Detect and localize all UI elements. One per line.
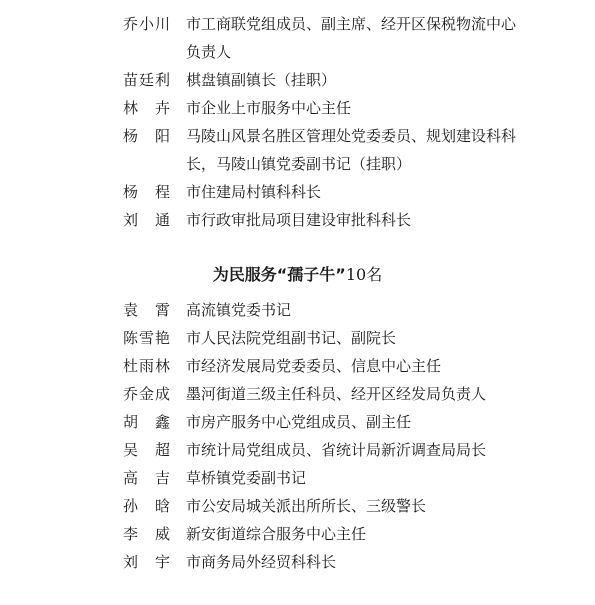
section-heading [0, 262, 595, 285]
section-count: 10名 [345, 265, 383, 284]
person-name: 吴 超 [123, 441, 172, 459]
person-title: 高流镇党委书记 [186, 301, 292, 319]
person-name: 杨 阳 [123, 127, 172, 145]
person-title: 市工商联党组成员、副主席、经开区保税物流中心负责人 [186, 15, 517, 61]
person-title: 市住建局村镇科科长 [186, 183, 322, 201]
person-name: 刘 宇 [123, 553, 172, 571]
person-title: 市企业上市服务中心主任 [186, 99, 352, 117]
person-name: 袁 霄 [123, 301, 172, 319]
person-name: 杜雨林 [123, 357, 172, 375]
person-name: 胡 鑫 [123, 413, 172, 431]
person-title: 市人民法院党组副书记、副院长 [186, 329, 397, 347]
person-name: 李 威 [123, 525, 172, 543]
person-title: 市公安局城关派出所所长、三级警长 [186, 497, 427, 515]
person-name: 苗廷利 [123, 71, 172, 89]
person-title: 新安街道综合服务中心主任 [186, 525, 367, 543]
person-title: 市经济发展局党委委员、信息中心主任 [186, 357, 442, 375]
person-name: 孙 晗 [123, 497, 172, 515]
person-title: 马陵山风景名胜区管理处党委委员、规划建设科科长，马陵山镇党委副书记（挂职） [186, 127, 517, 173]
person-title: 市行政审批局项目建设审批科科长 [186, 211, 412, 229]
person-name: 林 卉 [123, 99, 172, 117]
person-name: 杨 程 [123, 183, 172, 201]
person-title: 市商务局外经贸科科长 [186, 553, 337, 571]
person-title: 草桥镇党委副书记 [186, 469, 307, 487]
person-name: 乔金成 [123, 385, 172, 403]
person-name: 乔小川 [123, 15, 172, 33]
section-title-text: 为民服务“孺子牛” [212, 265, 346, 284]
person-title: 市房产服务中心党组成员、副主任 [186, 413, 412, 431]
person-name: 刘 通 [123, 211, 172, 229]
person-name: 高 吉 [123, 469, 172, 487]
person-name: 陈雪艳 [123, 329, 172, 347]
person-title: 棋盘镇副镇长（挂职） [186, 71, 337, 89]
person-title: 墨河街道三级主任科员、经开区经发局负责人 [186, 385, 487, 403]
person-title: 市统计局党组成员、省统计局新沂调查局局长 [186, 441, 487, 459]
